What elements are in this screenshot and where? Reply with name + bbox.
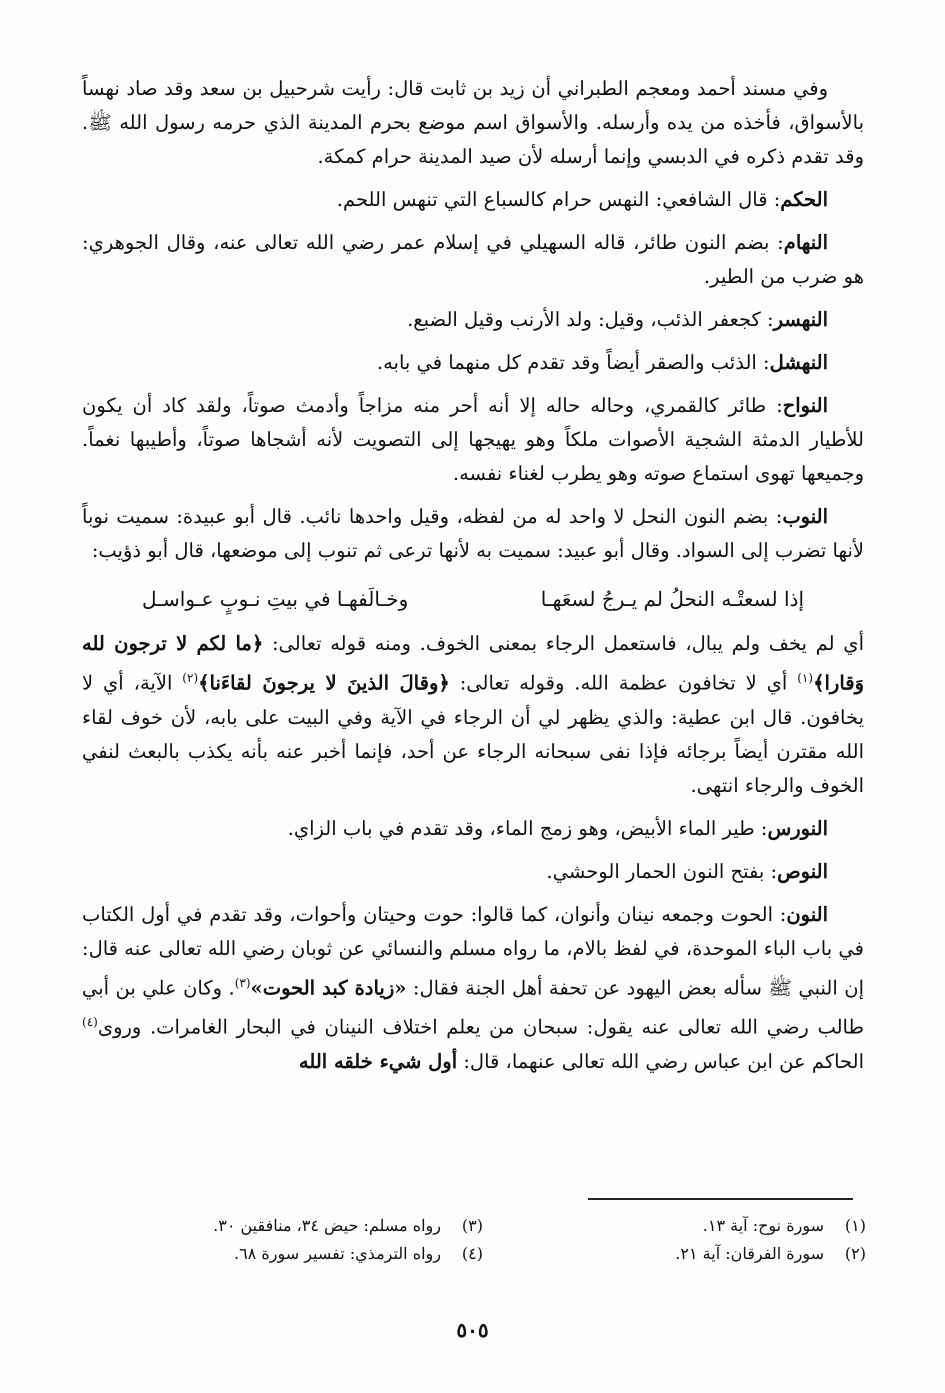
entry-term: النورس (767, 816, 828, 840)
footnote-number: (٤) (461, 1244, 483, 1263)
entry-text: : قال الشافعي: النهس حرام كالسباع التي تنهس اللحم. (336, 188, 781, 211)
entry-nawras (82, 812, 864, 846)
entry-term: النهشل (769, 351, 828, 374)
entry-naws (82, 855, 864, 889)
paragraph-intro: وفي مسند أحمد ومعجم الطبراني أن زيد بن ثابت قال: رأيت شرحبيل بن سعد وقد صاد نهساً بالأسواق، فأخذه من يده وأرسله. والأسواق اسم موضع بحرم المدينة الذي حرمه رسول الله ﷺ. وقد تقدم ذكره في الدبسي وإنما أرسله لأن صيد المدينة حرام كمكة. (82, 77, 864, 168)
poem-second-hemistich: وخـالَفهـا في بيتِ نـوبٍ عـواسـل (142, 587, 409, 611)
entry-nahshal (82, 346, 864, 380)
text-segment: أي لم يخف ولم يبال، فاستعمل الرجاء بمعنى الخوف. ومنه قوله تعالى: (263, 632, 864, 655)
quran-quote: ﴿وقالَ الذينَ لا يرجونَ لقاءَنا﴾ (198, 671, 450, 695)
text-segment: . وكان علي بن أبي طالب رضي الله تعالى عنه يقول: سبحان من يعلم اختلاف النينان في البحار الغامرات. وروى (82, 976, 864, 1039)
text-segment: : الحوت وجمعه نينان وأنوان، كما قالوا: حوت وحيتان وأحوات، وقد تقدم في أول الكتاب في باب الباء الموحدة، في لفظ بالام، ما رواه مسلم والنسائي عن ثوبان رضي الله تعالى عنه قال: إن النبي ﷺ سأله بعض اليهود عن تحفة أهل الجنة فقال: (82, 902, 864, 999)
entry-hukm (82, 183, 864, 217)
paragraph-raja (82, 627, 864, 803)
entry-nawb (82, 500, 864, 568)
entry-text: : بضم النون النحل لا واحد له من لفظه، وقيل واحدها نائب. قال أبو عبيدة: سميت نوباً لأنها تضرب إلى السواد. وقال أبو عبيد: سميت به لأنها ترعى ثم تنوب إلى موضعها، قال أبو ذؤيب: (82, 505, 864, 562)
entry-text: : طائر كالقمري، وحاله حاله إلا أنه أحر منه مزاجاً وأدمث صوتاً، ولقد كاد أن يكون للأطيار الدمثة الشجية الأصوات ملكاً وهو يهيجها إلى التصويت لأنه أشجاها صوتاً، وأطيبها نغماً. وجميعها تهوى استماع صوته وهو يطرب لغناء نفسه. (82, 394, 864, 485)
entry-term: النوب (782, 505, 828, 528)
footnote-text: رواه الترمذي: تفسير سورة ٦٨. (233, 1244, 441, 1263)
entry-nawwah (82, 389, 864, 491)
entry-term: النوص (777, 859, 828, 883)
text-segment: الحاكم عن ابن عباس رضي الله تعالى عنهما، قال: (457, 1049, 864, 1073)
footnote (130, 1214, 483, 1238)
entry-term: الحكم (780, 188, 828, 211)
footnote (513, 1242, 866, 1266)
footnote-number: (١) (844, 1216, 866, 1235)
entry-text: : طير الماء الأبيض، وهو زمج الماء، وقد تقدم في باب الزاي. (287, 816, 768, 840)
entry-text: : بضم النون طائر، قاله السهيلي في إسلام عمر رضي الله تعالى عنه، وقال الجوهري: هو ضرب من الطير. (82, 231, 864, 288)
footnote-ref: (٤) (82, 1015, 98, 1029)
entry-term: النهسر (773, 308, 828, 331)
footnote-number: (٢) (844, 1244, 866, 1263)
entry-text: : الذئب والصقر أيضاً وقد تقدم كل منهما في بابه. (376, 351, 770, 374)
footnote-ref: (٣) (234, 975, 251, 990)
footnote (513, 1214, 866, 1238)
footnotes (130, 1214, 866, 1266)
entry-term: النون (786, 902, 828, 926)
entry-nuhsur (82, 303, 864, 337)
text-segment: أي لا تخافون عظمة الله. وقوله تعالى: (449, 671, 798, 695)
entry-term: النهام (783, 231, 828, 254)
footnote-ref: (١) (797, 671, 814, 685)
entry-text: : بفتح النون الحمار الوحشي. (546, 859, 778, 883)
hadith-quote: «زيادة كبد الحوت» (250, 976, 407, 999)
text-segment: الآية، أي لا يخافون. قال ابن عطية: والذي يظهر لي أن الرجاء في الآية وفي البيت على بابه، لأن خوف لقاء الله مقترن أيضاً برجائه فإذا نفى سبحانه الرجاء عن أحد، فإنما أخبر عنه بأنه يكذب بالبعث لنفي الخوف والرجاء انتهى. (82, 671, 864, 797)
entry-nun (82, 898, 864, 1079)
entry-term: النواح (782, 394, 828, 417)
footnote-number: (٣) (461, 1216, 483, 1235)
footnote-text: رواه مسلم: حيض ٣٤، منافقين ٣٠. (213, 1216, 441, 1235)
poem-first-hemistich: إذا لسعتْـه النحلُ لم يـرجُ لسعَهـا (540, 587, 804, 611)
page-body (82, 72, 864, 1088)
page-number: ٥٠٥ (456, 1318, 489, 1342)
footnote (130, 1242, 483, 1266)
poem-verse (82, 577, 864, 627)
quran-quote: ﴿ما لكم لا ترجون لله وَقارا﴾ (82, 632, 865, 695)
entry-text: : كجعفر الذئب، وقيل: ولد الأرنب وقيل الضبع. (407, 308, 774, 331)
footnote-text: سورة نوح: آية ١٣. (702, 1216, 824, 1235)
footnote-text: سورة الفرقان: آية ٢١. (675, 1244, 824, 1263)
footnote-separator (588, 1198, 853, 1200)
entry-nuham (82, 226, 864, 294)
footnote-ref: (٢) (182, 671, 199, 685)
text-segment: أول شيء خلقه الله (298, 1049, 458, 1073)
